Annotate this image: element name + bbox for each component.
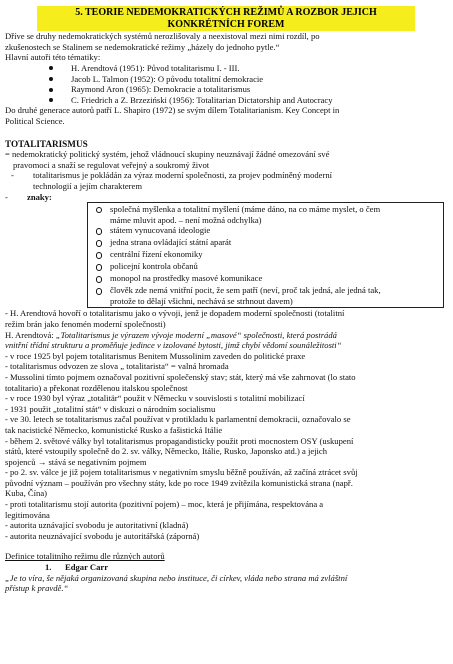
intro-paragraph [5, 31, 447, 63]
author-item: Raymond Aron (1965): Demokracie a totalitarismus [49, 84, 447, 95]
znak-text: společná myšlenka a totalitní myšlení (máme dáno, na co máme myslet, o čem [110, 204, 381, 215]
quote-lead: H. Arendtová: [5, 329, 56, 340]
body-line: totalitario) a překonat rozdělenou italskou společnost [5, 382, 188, 393]
body-line: - autorita neuznávající svobodu je autoritářská (záporná) [5, 530, 200, 541]
quote-text: „Totalitarismus je výrazem vývoje moderní „masové“ společnosti, která postrádá [55, 329, 337, 340]
body-line: - během 2. světové války byl totalitarismus propagandisticky použit proti mocnostem OSY (uskupení [5, 435, 354, 446]
title-line-1: 5. TEORIE NEDEMOKRATICKÝCH REŽIMŮ A ROZBOR JEJICH [75, 7, 377, 18]
circle-bullet-icon [96, 240, 102, 246]
body-line: spojenců → stává se negativním pojmem [5, 456, 147, 467]
author-item: Jacob L. Talmon (1952): O původu totalitní demokracie [49, 74, 447, 85]
body-line: - 1931 použit „totalitní stát“ v diskuzi o národním socialismu [5, 403, 216, 414]
znak-item [88, 204, 441, 225]
intro-line: Hlavní autoři této tématiky: [5, 52, 101, 63]
definitions-heading: Definice totalitního režimu dle různých autorů [5, 551, 165, 562]
second-generation-paragraph [5, 105, 447, 126]
author-item: C. Friedrich a Z. Brzeziński (1956): Totalitarian Dictatorship and Autocracy [49, 95, 447, 106]
dash-mark: - [11, 170, 14, 181]
quote-text: vnitřní třídní strukturu a proměňuje jedince v izolované bytosti, jimž chybí vědomí sounáležitosti“ [5, 340, 342, 351]
body-line: států, které vstoupily společně do 2. sv. války, Německo, Itálie, Rusko, Japonsko atd.) a jejich [5, 446, 328, 457]
author-name: Edgar Carr [65, 562, 109, 573]
definition-quote: přístup k pravdě.“ [5, 583, 69, 594]
body-line: Kuba, Čína) [5, 488, 48, 499]
body-paragraphs [5, 308, 447, 541]
body-line: legitimována [5, 509, 50, 520]
body-line: - v roce 1925 byl pojem totalitarismus Benitem Mussolinim zaveden do politické praxe [5, 350, 306, 361]
page-title [37, 6, 415, 31]
dash-item [5, 170, 447, 191]
znaky-item [5, 192, 447, 203]
znak-item [88, 249, 441, 261]
numbered-author [5, 562, 447, 573]
definition-line: = nedemokratický politický systém, jehož vládnoucí skupiny neuznávají žádné omezování své [5, 149, 330, 160]
body-line: - ve 30. letech se totalitarismus začal používat v protikladu k parlamentní demokracii, označovalo se [5, 414, 351, 425]
author-item: H. Arendtová (1951): Původ totalitarismu I. - III. [49, 63, 447, 74]
title-line-2: KONKRÉTNÍCH FOREM [167, 18, 285, 30]
znak-text: centrální řízení ekonomiky [110, 249, 203, 260]
body-line: - H. Arendtová hovoří o totalitarismu jako o vývoji, jenž je dopadem moderní společnosti (totalitní [5, 308, 345, 319]
dash-text: totalitarismus je pokládán za výraz moderní společnosti, za projev podmíněný moderní [33, 170, 333, 181]
arendt-quote [5, 330, 447, 341]
intro-line: zkušenostech se Stalinem se nedemokratické režimy „házely do jednoho pytle.“ [5, 41, 280, 52]
authors-list [5, 63, 447, 105]
znak-text: protože to dělají všichni, nechává se strhnout davem) [110, 295, 293, 306]
circle-bullet-icon [96, 264, 102, 270]
znak-text: policejní kontrola občanů [110, 261, 198, 272]
circle-bullet-icon [96, 252, 102, 258]
section-heading-totalitarismus: TOTALITARISMUS [5, 138, 88, 149]
dash-text: technologií a jejím charakterem [33, 180, 143, 191]
circle-bullet-icon [96, 228, 102, 234]
znak-text: člověk zde nemá vnitřní pocit, že sem patří (neví, proč tak jedná, ale jedná tak, [110, 285, 381, 296]
body-line: - v roce 1930 byl výraz „totalitär“ použit v Německu v souvislosti s totalitní mobilizací [5, 393, 305, 404]
dash-mark: - [5, 191, 8, 202]
znak-text: máme mluvit apod. – není možná odchylka) [110, 214, 262, 225]
znak-item [88, 237, 441, 249]
body-line: tak nacistické Německo, komunistické Rusko a fašistická Itálie [5, 424, 223, 435]
znaky-box [87, 202, 444, 308]
paragraph-line: Do druhé generace autorů patří L. Shapiro (1972) se svým dílem Totalitarianism. Key Concept in [5, 105, 340, 116]
paragraph-line: Political Science. [5, 115, 65, 126]
znak-item [88, 261, 441, 273]
body-line: původní význam – používán pro všechny státy, kde po roce 1949 zvítězila komunistická strana (např. [5, 477, 353, 488]
znak-text: státem vynucovaná ideologie [110, 225, 211, 236]
definition-line: pravomoci a snaží se regulovat veřejný a soukromý život [13, 159, 210, 170]
body-line: - totalitarismus odvozen ze slova „ totalitarista“ = valná hromada [5, 361, 229, 372]
body-line: - autorita uznávající svobodu je autoritativní (kladná) [5, 520, 189, 531]
znak-item [88, 273, 441, 285]
znak-text: monopol na prostředky masové komunikace [110, 273, 263, 284]
znaky-label: znaky: [27, 191, 52, 202]
body-line: - po 2. sv. válce je již pojem totalitarismus v negativním smyslu běžně používán, až začíná ztrácet svůj [5, 467, 358, 478]
body-line: - proti totalitarismu stojí autorita (pozitivní pojem) – moc, která je přijímána, respektována a [5, 499, 324, 510]
list-number: 1. [45, 562, 52, 573]
znak-item [88, 225, 441, 237]
definition-quote: „Je to víra, še nějaká organizovaná skupina nebo instituce, či církev, vláda nebo strana má zvláštní [5, 572, 348, 583]
znak-text: jedna strana ovládající státní aparát [110, 237, 232, 248]
body-line: - Mussolini tímto pojmem označoval pozitivní společenský stav; stát, který má vše zahrnovat (lo stato [5, 371, 356, 382]
circle-bullet-icon [96, 276, 102, 282]
intro-line: Dříve se druhy nedemokratických systémů nerozlišovaly a neexistoval mezi nimi rozdíl, po [5, 31, 320, 42]
circle-bullet-icon [96, 288, 102, 294]
znak-item [88, 285, 441, 306]
body-line: režim brán jako fenomén moderní společnosti) [5, 318, 166, 329]
circle-bullet-icon [96, 207, 102, 213]
